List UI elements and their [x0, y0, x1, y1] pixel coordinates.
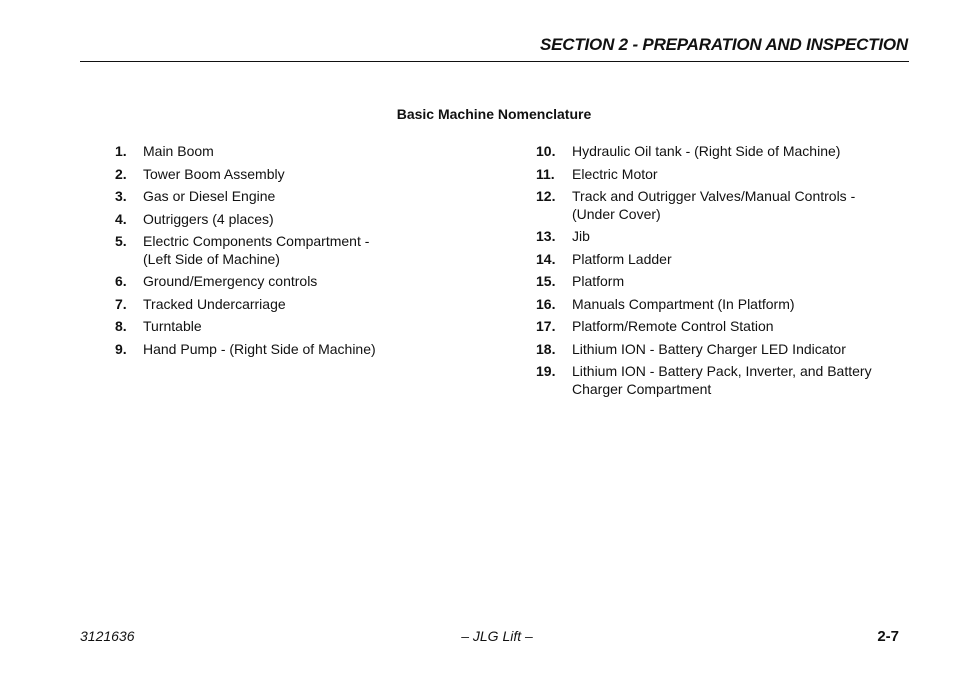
- figure-title: Basic Machine Nomenclature: [396, 106, 592, 122]
- page-number: 2-7: [877, 628, 899, 645]
- list-item: [115, 233, 415, 268]
- item-number: 14.: [536, 250, 556, 267]
- list-item: [536, 273, 906, 291]
- item-label: Main Boom: [143, 143, 214, 159]
- header-divider: [80, 61, 909, 62]
- item-number: 3.: [115, 188, 127, 204]
- item-number: 2.: [115, 165, 127, 182]
- item-number: 10.: [536, 143, 556, 159]
- list-item: [115, 273, 415, 291]
- list-item: [536, 363, 906, 398]
- list-item: [536, 341, 906, 359]
- item-number: 17.: [536, 318, 556, 334]
- item-label: Track and Outrigger Valves/Manual Controls - (Under Cover): [572, 188, 856, 222]
- list-item: [115, 143, 415, 161]
- item-label: Tower Boom Assembly: [143, 165, 285, 182]
- list-item: [536, 228, 906, 246]
- list-item: [115, 318, 415, 336]
- document-number: 3121636: [80, 628, 135, 644]
- item-label: Electric Components Compartment - (Left Side of Machine): [143, 233, 370, 267]
- item-label: Gas or Diesel Engine: [143, 188, 276, 204]
- item-label: Lithium ION - Battery Pack, Inverter, and Battery Charger Compartment: [572, 363, 872, 397]
- item-label: Hand Pump - (Right Side of Machine): [143, 340, 376, 357]
- list-item: [115, 296, 415, 314]
- list-item: [536, 188, 906, 223]
- item-number: 19.: [536, 363, 556, 379]
- list-item: [536, 166, 906, 184]
- item-label: Jib: [572, 228, 590, 244]
- item-number: 4.: [115, 210, 127, 227]
- item-label: Tracked Undercarriage: [143, 295, 286, 312]
- nomenclature-list-right: [536, 143, 906, 403]
- item-number: 9.: [115, 340, 127, 357]
- item-number: 15.: [536, 273, 556, 289]
- footer-brand: – JLG Lift –: [461, 628, 533, 644]
- item-number: 12.: [536, 188, 556, 204]
- item-label: Turntable: [143, 318, 202, 334]
- item-label: Ground/Emergency controls: [143, 273, 318, 289]
- list-item: [536, 296, 906, 314]
- item-label: Electric Motor: [572, 165, 658, 182]
- list-item: [115, 341, 415, 359]
- list-item: [536, 143, 906, 161]
- item-label: Outriggers (4 places): [143, 210, 274, 227]
- item-number: 1.: [115, 143, 127, 159]
- item-label: Platform: [572, 273, 625, 289]
- item-label: Lithium ION - Battery Charger LED Indicator: [572, 340, 846, 357]
- item-number: 5.: [115, 233, 127, 249]
- item-number: 6.: [115, 273, 127, 289]
- list-item: [536, 318, 906, 336]
- nomenclature-list-left: [115, 143, 415, 363]
- item-label: Hydraulic Oil tank - (Right Side of Machine): [572, 143, 841, 159]
- list-item: [115, 188, 415, 206]
- list-item: [115, 211, 415, 229]
- list-item: [536, 251, 906, 269]
- item-number: 18.: [536, 340, 556, 357]
- item-label: Manuals Compartment (In Platform): [572, 295, 795, 312]
- item-number: 16.: [536, 295, 556, 312]
- item-number: 13.: [536, 228, 556, 244]
- item-label: Platform/Remote Control Station: [572, 318, 774, 334]
- item-number: 7.: [115, 295, 127, 312]
- list-item: [115, 166, 415, 184]
- item-number: 8.: [115, 318, 127, 334]
- item-number: 11.: [536, 165, 555, 182]
- section-title: SECTION 2 - PREPARATION AND INSPECTION: [539, 35, 908, 54]
- item-label: Platform Ladder: [572, 250, 672, 267]
